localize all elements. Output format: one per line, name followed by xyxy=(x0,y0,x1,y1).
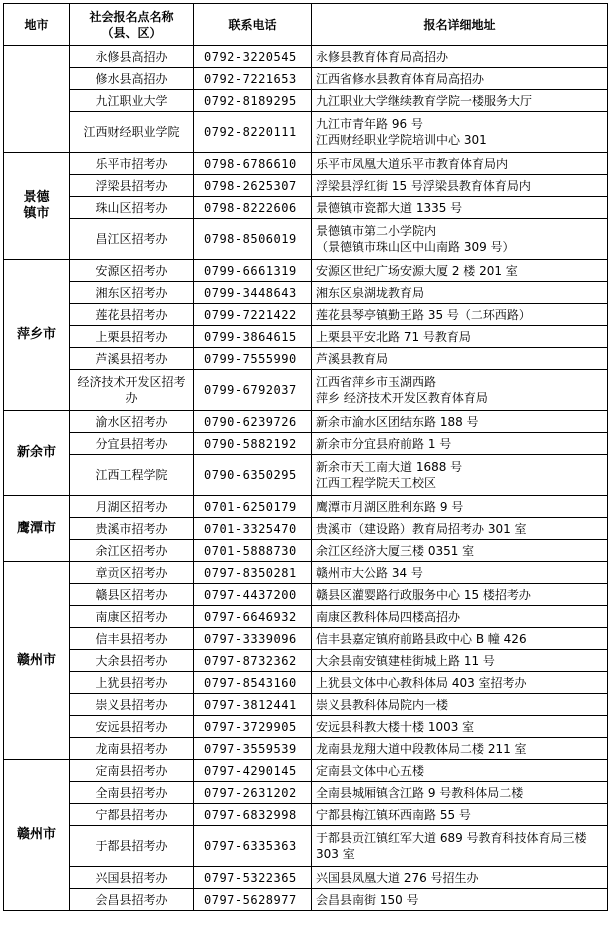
address-cell: 浮梁县浮红街 15 号浮梁县教育体育局内 xyxy=(312,175,608,197)
office-cell: 安源区招考办 xyxy=(70,260,194,282)
office-cell: 湘东区招考办 xyxy=(70,282,194,304)
table-row xyxy=(4,562,608,584)
office-cell: 贵溪市招考办 xyxy=(70,518,194,540)
address-cell: 大余县南安镇建桂街城上路 11 号 xyxy=(312,650,608,672)
table-row xyxy=(4,650,608,672)
phone-cell: 0797-3812441 xyxy=(194,694,312,716)
exam-registration-table xyxy=(3,3,608,911)
phone-cell: 0797-2631202 xyxy=(194,782,312,804)
address-cell: 崇义县教科体局院内一楼 xyxy=(312,694,608,716)
address-cell: 南康区教科体局四楼高招办 xyxy=(312,606,608,628)
phone-cell: 0797-3729905 xyxy=(194,716,312,738)
office-cell: 昌江区招考办 xyxy=(70,219,194,260)
table-row xyxy=(4,716,608,738)
address-cell: 九江职业大学继续教育学院一楼服务大厅 xyxy=(312,90,608,112)
table-row xyxy=(4,584,608,606)
address-cell: 新余市天工南大道 1688 号 江西工程学院天工校区 xyxy=(312,455,608,496)
address-cell: 宁都县梅江镇环西南路 55 号 xyxy=(312,804,608,826)
address-cell: 于都县贡江镇红军大道 689 号教育科技体育局三楼 303 室 xyxy=(312,826,608,867)
office-cell: 大余县招考办 xyxy=(70,650,194,672)
table-row xyxy=(4,889,608,911)
city-cell: 赣州市 xyxy=(4,562,70,760)
office-cell: 龙南县招考办 xyxy=(70,738,194,760)
address-cell: 定南县文体中心五楼 xyxy=(312,760,608,782)
address-cell: 龙南县龙翔大道中段教体局二楼 211 室 xyxy=(312,738,608,760)
phone-cell: 0798-8222606 xyxy=(194,197,312,219)
phone-cell: 0798-8506019 xyxy=(194,219,312,260)
office-cell: 珠山区招考办 xyxy=(70,197,194,219)
address-cell: 赣县区灌婴路行政服务中心 15 楼招考办 xyxy=(312,584,608,606)
phone-cell: 0790-5882192 xyxy=(194,433,312,455)
phone-cell: 0792-8220111 xyxy=(194,112,312,153)
office-cell: 经济技术开发区招考办 xyxy=(70,370,194,411)
office-cell: 分宜县招考办 xyxy=(70,433,194,455)
table-row xyxy=(4,672,608,694)
phone-cell: 0798-2625307 xyxy=(194,175,312,197)
address-cell: 永修县教育体育局高招办 xyxy=(312,46,608,68)
phone-cell: 0701-6250179 xyxy=(194,496,312,518)
table-row xyxy=(4,606,608,628)
office-cell: 浮梁县招考办 xyxy=(70,175,194,197)
office-cell: 月湖区招考办 xyxy=(70,496,194,518)
address-cell: 江西省修水县教育体育局高招办 xyxy=(312,68,608,90)
phone-cell: 0799-6792037 xyxy=(194,370,312,411)
office-cell: 全南县招考办 xyxy=(70,782,194,804)
office-cell: 定南县招考办 xyxy=(70,760,194,782)
phone-cell: 0799-7555990 xyxy=(194,348,312,370)
phone-cell: 0799-7221422 xyxy=(194,304,312,326)
address-cell: 景德镇市第二小学院内 （景德镇市珠山区中山南路 309 号） xyxy=(312,219,608,260)
office-cell: 会昌县招考办 xyxy=(70,889,194,911)
office-cell: 江西财经职业学院 xyxy=(70,112,194,153)
phone-cell: 0701-5888730 xyxy=(194,540,312,562)
office-cell: 修水县高招办 xyxy=(70,68,194,90)
office-cell: 信丰县招考办 xyxy=(70,628,194,650)
header-address: 报名详细地址 xyxy=(312,4,608,46)
table-row xyxy=(4,782,608,804)
office-cell: 崇义县招考办 xyxy=(70,694,194,716)
office-cell: 永修县高招办 xyxy=(70,46,194,68)
office-cell: 于都县招考办 xyxy=(70,826,194,867)
office-cell: 章贡区招考办 xyxy=(70,562,194,584)
address-cell: 安远县科教大楼十楼 1003 室 xyxy=(312,716,608,738)
city-cell: 新余市 xyxy=(4,411,70,496)
table-row xyxy=(4,219,608,260)
table-row xyxy=(4,68,608,90)
address-cell: 莲花县琴亭镇勤王路 35 号（二环西路） xyxy=(312,304,608,326)
city-cell: 景德 镇市 xyxy=(4,153,70,260)
address-cell: 江西省萍乡市玉湖西路 萍乡 经济技术开发区教育体育局 xyxy=(312,370,608,411)
office-cell: 九江职业大学 xyxy=(70,90,194,112)
phone-cell: 0797-5322365 xyxy=(194,867,312,889)
phone-cell: 0799-3448643 xyxy=(194,282,312,304)
phone-cell: 0797-3339096 xyxy=(194,628,312,650)
address-cell: 九江市青年路 96 号 江西财经职业学院培训中心 301 xyxy=(312,112,608,153)
table-row xyxy=(4,496,608,518)
address-cell: 芦溪县教育局 xyxy=(312,348,608,370)
table-row xyxy=(4,433,608,455)
phone-cell: 0798-6786610 xyxy=(194,153,312,175)
phone-cell: 0797-8732362 xyxy=(194,650,312,672)
office-cell: 上栗县招考办 xyxy=(70,326,194,348)
city-cell: 萍乡市 xyxy=(4,260,70,411)
address-cell: 全南县城厢镇含江路 9 号教科体局二楼 xyxy=(312,782,608,804)
office-cell: 余江区招考办 xyxy=(70,540,194,562)
table-row xyxy=(4,260,608,282)
table-row xyxy=(4,153,608,175)
address-cell: 新余市渝水区团结东路 188 号 xyxy=(312,411,608,433)
phone-cell: 0797-6832998 xyxy=(194,804,312,826)
table-row xyxy=(4,804,608,826)
phone-cell: 0799-6661319 xyxy=(194,260,312,282)
table-row xyxy=(4,370,608,411)
office-cell: 乐平市招考办 xyxy=(70,153,194,175)
table-row xyxy=(4,282,608,304)
header-office: 社会报名点名称 （县、区） xyxy=(70,4,194,46)
phone-cell: 0797-4437200 xyxy=(194,584,312,606)
office-cell: 芦溪县招考办 xyxy=(70,348,194,370)
office-cell: 宁都县招考办 xyxy=(70,804,194,826)
city-cell: 鹰潭市 xyxy=(4,496,70,562)
address-cell: 会昌县南街 150 号 xyxy=(312,889,608,911)
table-row xyxy=(4,304,608,326)
table-row xyxy=(4,348,608,370)
table-row xyxy=(4,867,608,889)
table-row xyxy=(4,455,608,496)
address-cell: 兴国县凤凰大道 276 号招生办 xyxy=(312,867,608,889)
phone-cell: 0790-6350295 xyxy=(194,455,312,496)
address-cell: 上栗县平安北路 71 号教育局 xyxy=(312,326,608,348)
phone-cell: 0797-4290145 xyxy=(194,760,312,782)
office-cell: 安远县招考办 xyxy=(70,716,194,738)
address-cell: 乐平市凤凰大道乐平市教育体育局内 xyxy=(312,153,608,175)
table-row xyxy=(4,90,608,112)
table-row xyxy=(4,197,608,219)
address-cell: 上犹县文体中心教科体局 403 室招考办 xyxy=(312,672,608,694)
address-cell: 新余市分宜县府前路 1 号 xyxy=(312,433,608,455)
office-cell: 上犹县招考办 xyxy=(70,672,194,694)
office-cell: 莲花县招考办 xyxy=(70,304,194,326)
office-cell: 赣县区招考办 xyxy=(70,584,194,606)
phone-cell: 0797-6646932 xyxy=(194,606,312,628)
table-row xyxy=(4,518,608,540)
address-cell: 贵溪市（建设路）教育局招考办 301 室 xyxy=(312,518,608,540)
phone-cell: 0792-8189295 xyxy=(194,90,312,112)
phone-cell: 0797-8350281 xyxy=(194,562,312,584)
city-cell xyxy=(4,46,70,153)
office-cell: 兴国县招考办 xyxy=(70,867,194,889)
office-cell: 南康区招考办 xyxy=(70,606,194,628)
phone-cell: 0790-6239726 xyxy=(194,411,312,433)
phone-cell: 0797-8543160 xyxy=(194,672,312,694)
table-row xyxy=(4,112,608,153)
table-row xyxy=(4,628,608,650)
phone-cell: 0701-3325470 xyxy=(194,518,312,540)
address-cell: 景德镇市瓷都大道 1335 号 xyxy=(312,197,608,219)
table-row xyxy=(4,694,608,716)
table-row xyxy=(4,411,608,433)
office-cell: 渝水区招考办 xyxy=(70,411,194,433)
header-row xyxy=(4,4,608,46)
table-row xyxy=(4,738,608,760)
address-cell: 赣州市大公路 34 号 xyxy=(312,562,608,584)
address-cell: 鹰潭市月湖区胜利东路 9 号 xyxy=(312,496,608,518)
table-row xyxy=(4,175,608,197)
address-cell: 湘东区泉湖垅教育局 xyxy=(312,282,608,304)
table-row xyxy=(4,326,608,348)
header-city: 地市 xyxy=(4,4,70,46)
address-cell: 安源区世纪广场安源大厦 2 楼 201 室 xyxy=(312,260,608,282)
address-cell: 余江区经济大厦三楼 0351 室 xyxy=(312,540,608,562)
city-cell: 赣州市 xyxy=(4,760,70,911)
phone-cell: 0797-3559539 xyxy=(194,738,312,760)
phone-cell: 0797-5628977 xyxy=(194,889,312,911)
table-row xyxy=(4,760,608,782)
phone-cell: 0797-6335363 xyxy=(194,826,312,867)
phone-cell: 0799-3864615 xyxy=(194,326,312,348)
table-row xyxy=(4,540,608,562)
table-row xyxy=(4,46,608,68)
header-phone: 联系电话 xyxy=(194,4,312,46)
address-cell: 信丰县嘉定镇府前路县政中心 B 幢 426 xyxy=(312,628,608,650)
phone-cell: 0792-7221653 xyxy=(194,68,312,90)
table-row xyxy=(4,826,608,867)
phone-cell: 0792-3220545 xyxy=(194,46,312,68)
office-cell: 江西工程学院 xyxy=(70,455,194,496)
